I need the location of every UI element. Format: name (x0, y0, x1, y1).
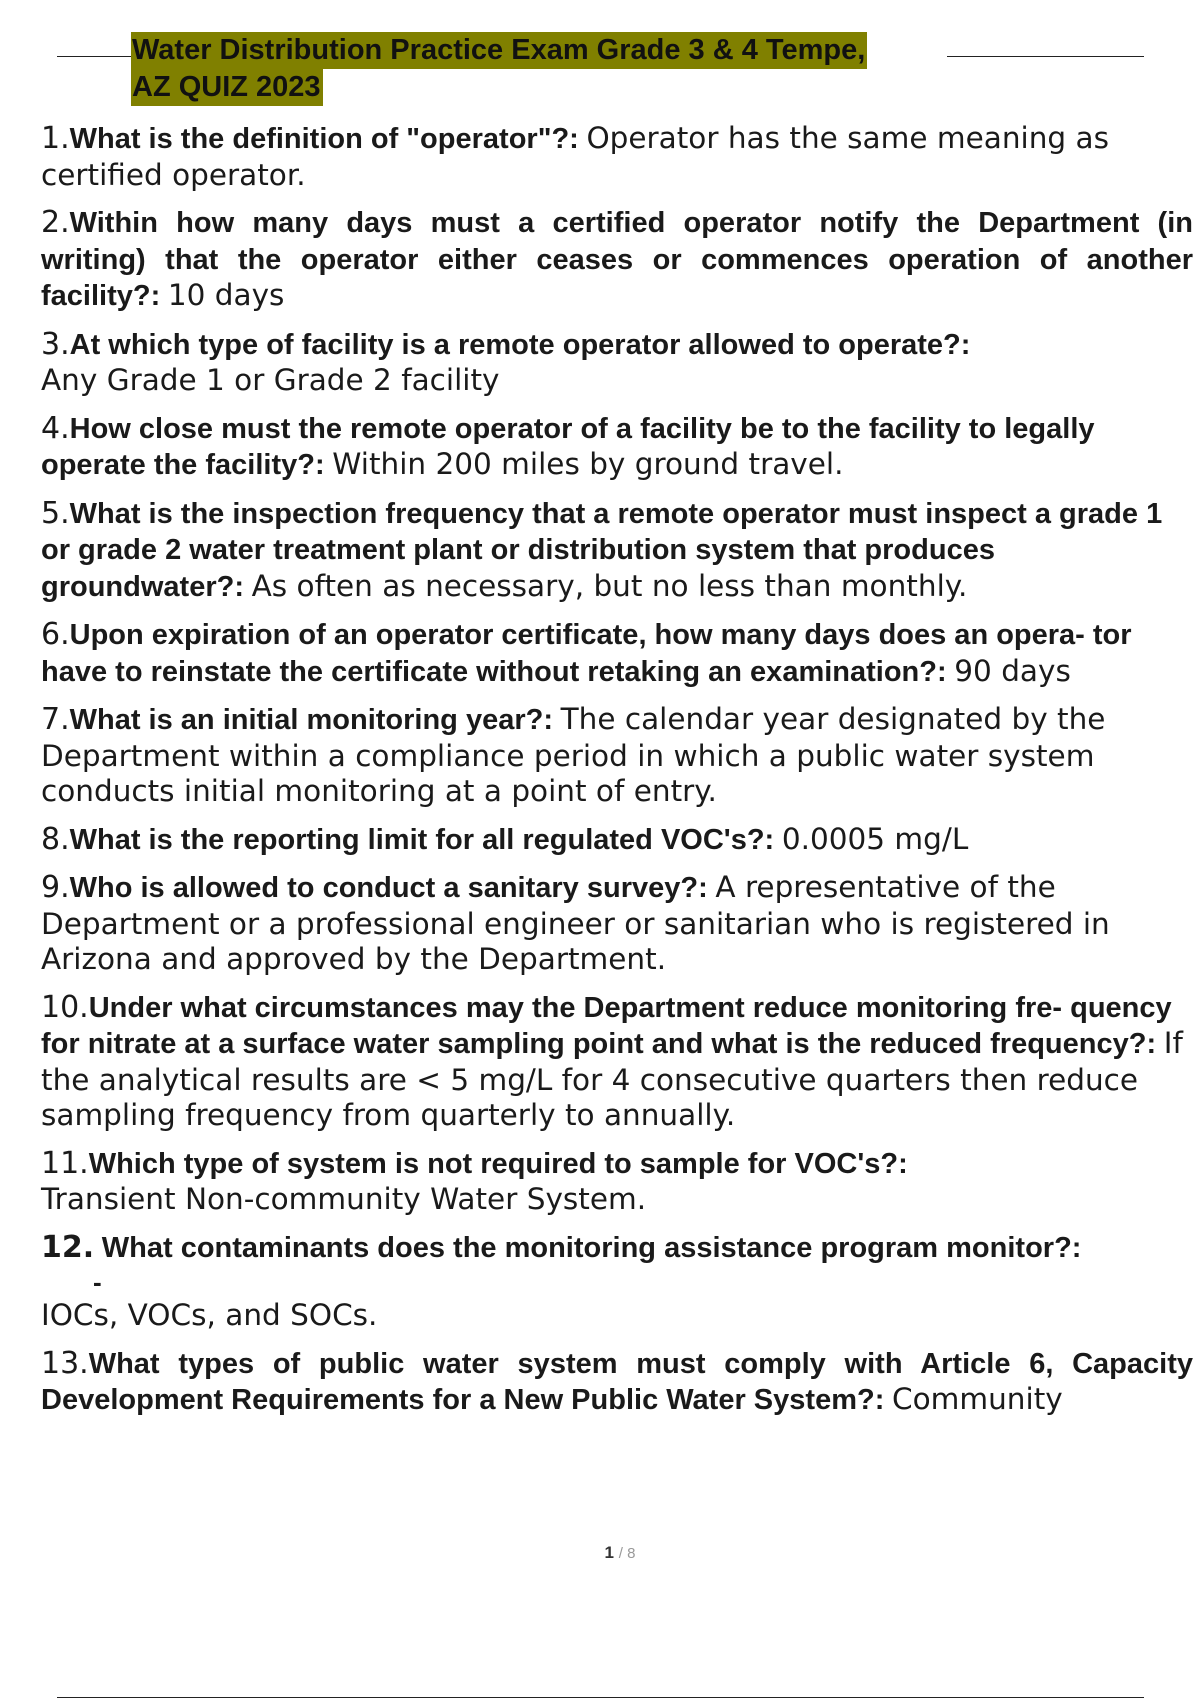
question-item-10 (41, 990, 1193, 1134)
answer-text: Any Grade 1 or Grade 2 facility (41, 363, 500, 397)
answer-text: As often as necessary, but no less than monthly. (251, 568, 968, 603)
question-item-12 (41, 1230, 1193, 1334)
answer-text: Community (891, 1382, 1063, 1416)
question-item-5 (41, 496, 1193, 606)
question-number: 4. (41, 410, 70, 446)
answer-text: 10 days (167, 278, 285, 312)
question-item-11 (41, 1146, 1193, 1218)
question-item-1 (41, 121, 1193, 193)
question-text: What types of public water system must comply with Article 6, Capacity Development Requirements for a New Public Water System?: (41, 1347, 1193, 1416)
question-number: 1. (41, 121, 70, 156)
question-text: Upon expiration of an operator certificate, how many days does an opera- tor have to reinstate the certificate without retaking an examination?: (41, 619, 1132, 688)
page-current: 1 (604, 1543, 615, 1562)
question-text: What is the inspection frequency that a remote operator must inspect a grade 1 or grade 2 water treatment plant or distribution system that produces groundwater?: (41, 497, 1163, 603)
answer-text: Transient Non-community Water System. (41, 1182, 647, 1216)
answer-text: 0.0005 mg/L (781, 821, 969, 856)
question-text: Who is allowed to conduct a sanitary survey?: (69, 872, 708, 904)
question-number: 9. (41, 870, 70, 905)
question-number: 6. (41, 617, 70, 652)
question-text: What is the reporting limit for all regulated VOC's?: (69, 823, 775, 856)
question-item-9 (41, 870, 1193, 978)
answer-text: IOCs, VOCs, and SOCs. (41, 1298, 378, 1332)
answer-text: 90 days (954, 653, 1071, 688)
question-text: What contaminants does the monitoring assistance program monitor?: (101, 1231, 1082, 1264)
question-text: At which type of facility is a remote operator allowed to operate?: (69, 328, 971, 361)
dash-marker: - (93, 1267, 102, 1297)
question-text: What is the definition of "operator"?: (69, 123, 579, 155)
question-item-2 (41, 205, 1193, 315)
header-rule-left (57, 56, 133, 57)
title-line-1: Water Distribution Practice Exam Grade 3 & 4 Tempe, (131, 32, 867, 69)
question-number: 7. (41, 702, 70, 737)
question-number: 10. (41, 989, 89, 1025)
answer-text: The calendar year designated by the Department within a compliance period in which a public water system conducts initial monitoring at a point of entry. (41, 702, 1106, 808)
question-number: 8. (41, 821, 70, 857)
question-item-3 (41, 327, 1193, 399)
question-text: Within how many days must a certified operator notify the Department (in writing) that the operator either ceases or commences operation of another facility?: (41, 207, 1193, 312)
question-number: 11. (41, 1145, 89, 1181)
question-text: How close must the remote operator of a facility be to the facility to legally operate the facility?: (41, 412, 1095, 481)
document-title (131, 32, 951, 106)
question-item-7 (41, 702, 1193, 810)
footer-rule (57, 1697, 1144, 1698)
page-total: / 8 (618, 1545, 636, 1562)
question-item-4 (41, 411, 1193, 484)
answer-text: Operator has the same meaning as certified operator. (41, 121, 1109, 192)
title-line-2: AZ QUIZ 2023 (131, 69, 323, 106)
header-rule-right (947, 56, 1144, 57)
question-item-8 (41, 822, 1193, 859)
answer-text: Within 200 miles by ground travel. (332, 447, 844, 481)
question-text: Which type of system is not required to sample for VOC's?: (88, 1147, 908, 1180)
answer-text: A representative of the Department or a professional engineer or sanitarian who is registered in Arizona and approved by the Department. (41, 870, 1110, 976)
question-list (41, 121, 1193, 1431)
page-indicator (0, 1543, 1200, 1563)
question-item-13 (41, 1346, 1193, 1419)
question-text: Under what circumstances may the Department reduce monitoring fre- quency for nitrate at a surface water sampling point and what is the reduced frequency?: (41, 991, 1172, 1060)
question-number: 3. (41, 326, 70, 362)
question-number: 2. (41, 205, 70, 240)
question-number: 12. (41, 1229, 95, 1265)
question-number: 5. (41, 495, 70, 531)
question-number: 13. (41, 1345, 89, 1381)
question-item-6 (41, 617, 1193, 690)
answer-text: If the analytical results are < 5 mg/L for 4 consecutive quarters then reduce sampling frequency from quarterly to annually. (41, 1026, 1183, 1132)
question-text: What is an initial monitoring year?: (69, 704, 553, 736)
